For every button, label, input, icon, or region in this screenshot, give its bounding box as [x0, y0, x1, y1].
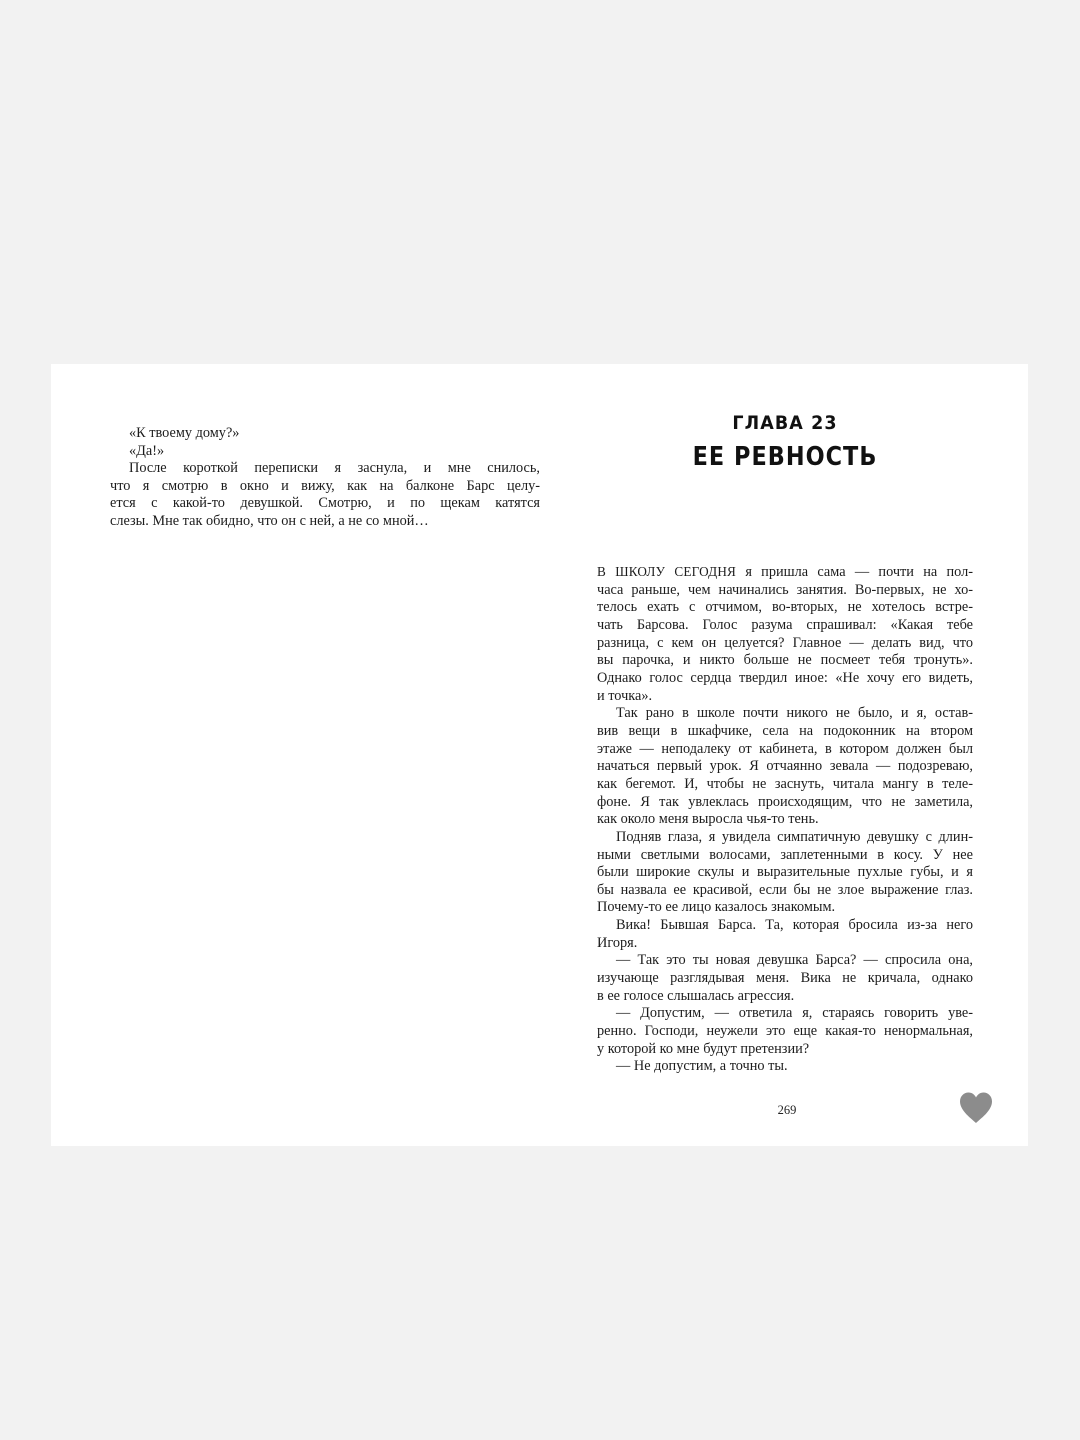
text-line: Почему-то ее лицо казалось знакомым.: [597, 899, 836, 916]
chapter-label: ГЛАВА 23: [732, 412, 838, 434]
right-page: [597, 364, 973, 1146]
text-line: Однако голос сердца твердил иное: «Не хочу его видеть,: [597, 669, 973, 686]
text-line-rest: я пришла сама — почти на пол-: [736, 564, 973, 580]
text-line: и точка».: [597, 687, 653, 704]
paragraph: [597, 1058, 973, 1076]
text-line: были широкие скулы и выразительные пухлые губы, и я: [597, 864, 973, 881]
text-line: — Не допустим, а точно ты.: [616, 1058, 788, 1075]
heart-icon: [958, 1090, 994, 1126]
page-number: 269: [777, 1103, 797, 1117]
text-line: ными светлыми волосами, заплетенными в косу. У нее: [597, 846, 973, 863]
text-line: Подняв глаза, я увидела симпатичную девушку с длин-: [616, 828, 973, 845]
text-line: ется с какой-то девушкой. Смотрю, и по щекам катятся: [110, 495, 540, 512]
text-line: — Допустим, — ответила я, стараясь говорить уве-: [616, 1005, 973, 1022]
paragraph: [597, 829, 973, 917]
text-line: начаться первый урок. Я отчаянно зевала — подозреваю,: [597, 758, 973, 775]
text-line: вы парочка, и никто больше не посмеет тебя тронуть».: [597, 652, 973, 669]
text-line: Вика! Бывшая Барса. Та, которая бросила из-за него: [616, 917, 973, 934]
left-page: [110, 425, 540, 531]
text-line: ренно. Господи, неужели это еще какая-то ненормальная,: [597, 1023, 973, 1040]
paragraph: [110, 425, 540, 443]
text-line: как бегемот. И, чтобы не заснуть, читала мангу в теле-: [597, 775, 973, 792]
text-line: бы назвала ее красивой, если бы не злое выражение глаз.: [597, 881, 973, 898]
chapter-body: [597, 563, 973, 1076]
text-line: что я смотрю в окно и вижу, как на балконе Барс целу-: [110, 477, 540, 494]
text-line: «К твоему дому?»: [129, 425, 240, 441]
paragraph: [597, 917, 973, 952]
book-spread: [51, 364, 1028, 1146]
text-line: «Да!»: [129, 442, 165, 459]
paragraph: [597, 705, 973, 829]
text-line: этаже — неподалеку от кабинета, в котором должен был: [597, 740, 973, 757]
text-line: Так рано в школе почти никого не было, и я, остав-: [616, 705, 973, 722]
text-line: часа раньше, чем начинались занятия. Во-первых, не хо-: [597, 581, 973, 598]
text-line: как около меня выросла чья-то тень.: [597, 811, 819, 828]
text-line: После короткой переписки я заснула, и мне снилось,: [129, 460, 540, 477]
text-line: фоне. Я так увлеклась происходящим, что не заметила,: [597, 793, 973, 810]
text-line: у которой ко мне будут претензии?: [597, 1040, 810, 1057]
text-line: слезы. Мне так обидно, что он с ней, а не со мной…: [110, 512, 429, 529]
paragraph: [597, 1005, 973, 1058]
text-line: изучающе разглядывая меня. Вика не кричала, однако: [597, 970, 973, 987]
chapter-title: ЕЕ РЕВНОСТЬ: [692, 442, 878, 472]
text-line: Игоря.: [597, 934, 638, 951]
paragraph: [597, 563, 973, 705]
text-line: в ее голосе слышалась агрессия.: [597, 987, 795, 1004]
text-line: — Так это ты новая девушка Барса? — спросила она,: [616, 952, 973, 969]
lead-in: В ШКОЛУ СЕГОДНЯ: [597, 564, 737, 579]
text-line: чать Барсова. Голос разума спрашивал: «Какая тебе: [597, 616, 973, 633]
heart-shape: [960, 1093, 992, 1124]
paragraph: [110, 460, 540, 530]
text-line: вив вещи в шкафчике, села на подоконник на втором: [597, 722, 973, 739]
text-line: разница, с кем он целуется? Главное — делать вид, что: [597, 634, 973, 651]
paragraph: [597, 952, 973, 1005]
text-line: [597, 563, 973, 582]
paragraph: [110, 443, 540, 461]
text-line: телось ехать с отчимом, во-вторых, не хотелось встре-: [597, 599, 973, 616]
